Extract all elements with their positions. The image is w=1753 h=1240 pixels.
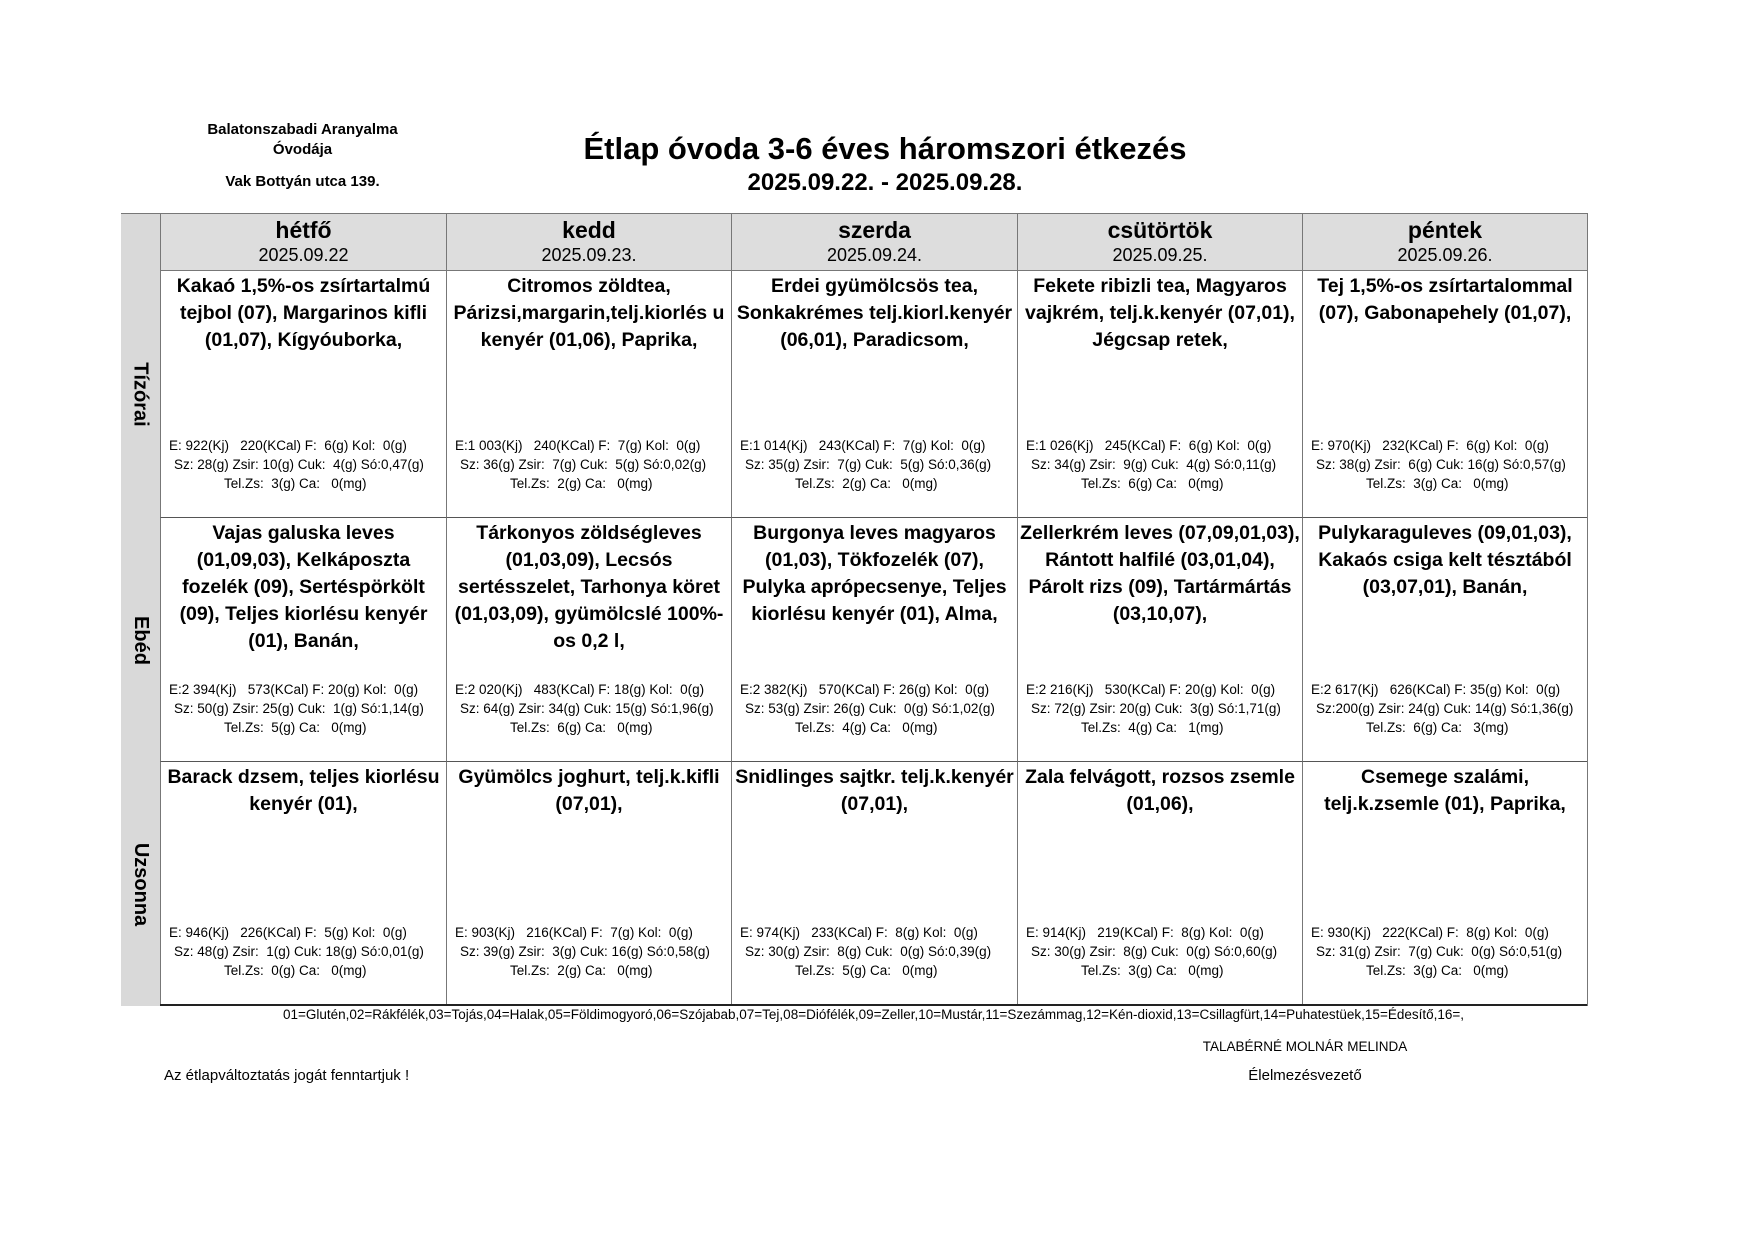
meal-label-text: Uzsonna (130, 842, 152, 926)
nutrition-info (453, 923, 729, 980)
menu-cell (446, 271, 731, 518)
meal-sidebar (121, 214, 160, 1006)
dish-text: Tej 1,5%-os zsírtartalommal (07), Gabonapehely (01,07), (1317, 275, 1573, 324)
day-name: péntek (1407, 217, 1483, 243)
dish-text: Snidlinges sajtkr. telj.k.kenyér (07,01), (735, 766, 1014, 815)
nutrition-line: Tel.Zs: 2(g) Ca: 0(mg) (510, 476, 653, 491)
nutrition-info (1024, 436, 1300, 493)
menu-cell (160, 518, 446, 762)
menu-cell (160, 762, 446, 1006)
meal-label-text: Tízórai (130, 362, 153, 427)
nutrition-info (738, 680, 1015, 737)
nutrition-line: E: 946(Kj) 226(KCal) F: 5(g) Kol: 0(g) (169, 925, 407, 940)
day-date: 2025.09.24. (826, 245, 923, 265)
nutrition-line: Sz: 35(g) Zsir: 7(g) Cuk: 5(g) Só:0,36(g) (745, 457, 992, 472)
dish-text: Citromos zöldtea, Párizsi,margarin,telj.kiorlés u kenyér (01,06), Paprika, (453, 275, 725, 351)
dish-text: Kakaó 1,5%-os zsírtartalmú tejbol (07), Margarinos kifli (01,07), Kígyóuborka, (176, 275, 431, 351)
menu-cell (731, 518, 1017, 762)
meal-label-tizorai (121, 271, 160, 518)
day-name: szerda (838, 217, 911, 243)
menu-cell (1302, 271, 1587, 518)
nutrition-line: Sz: 28(g) Zsir: 10(g) Cuk: 4(g) Só:0,47(g) (174, 457, 424, 472)
org-name-line1: Balatonszabadi Aranyalma (207, 121, 398, 138)
day-date: 2025.09.22 (258, 245, 349, 265)
nutrition-line: Tel.Zs: 0(g) Ca: 0(mg) (224, 963, 367, 978)
nutrition-line: Tel.Zs: 6(g) Ca: 0(mg) (510, 720, 653, 735)
nutrition-line: E: 970(Kj) 232(KCal) F: 6(g) Kol: 0(g) (1311, 438, 1549, 453)
org-name-line2: Óvodája (272, 141, 333, 158)
nutrition-line: Sz: 72(g) Zsir: 20(g) Cuk: 3(g) Só:1,71(g) (1031, 701, 1281, 716)
day-header-hetfo (160, 214, 446, 271)
dish-text: Gyümölcs joghurt, telj.k.kifli (07,01), (458, 766, 720, 815)
nutrition-line: E: 922(Kj) 220(KCal) F: 6(g) Kol: 0(g) (169, 438, 407, 453)
nutrition-line: E: 903(Kj) 216(KCal) F: 7(g) Kol: 0(g) (455, 925, 693, 940)
day-header-csutortok (1017, 214, 1302, 271)
nutrition-info (453, 680, 729, 737)
nutrition-line: Tel.Zs: 3(g) Ca: 0(mg) (1366, 476, 1509, 491)
nutrition-line: E:1 003(Kj) 240(KCal) F: 7(g) Kol: 0(g) (455, 438, 701, 453)
dish-text: Pulykaraguleves (09,01,03), Kakaós csiga kelt tésztából (03,07,01), Banán, (1318, 522, 1572, 598)
dish-text: Vajas galuska leves (01,09,03), Kelkáposzta fozelék (09), Sertéspörkölt (09), Teljes kiorlésu kenyér (01), Banán, (179, 522, 428, 652)
nutrition-info (167, 680, 444, 737)
nutrition-info (1024, 680, 1300, 737)
nutrition-line: E:2 216(Kj) 530(KCal) F: 20(g) Kol: 0(g) (1026, 682, 1276, 697)
menu-cell (160, 271, 446, 518)
meal-label-text: Ebéd (130, 615, 152, 665)
dish-text: Barack dzsem, teljes kiorlésu kenyér (01), (167, 766, 440, 815)
day-header-szerda (731, 214, 1017, 271)
nutrition-line: E:2 382(Kj) 570(KCal) F: 26(g) Kol: 0(g) (740, 682, 990, 697)
nutrition-line: E:2 617(Kj) 626(KCal) F: 35(g) Kol: 0(g) (1311, 682, 1561, 697)
page-title: Étlap óvoda 3-6 éves háromszori étkezés (583, 131, 1187, 166)
day-name: kedd (562, 217, 616, 243)
menu-cell (1302, 762, 1587, 1006)
nutrition-line: Sz: 38(g) Zsir: 6(g) Cuk: 16(g) Só:0,57(g) (1316, 457, 1566, 472)
menu-cell (446, 518, 731, 762)
nutrition-line: Sz: 36(g) Zsir: 7(g) Cuk: 5(g) Só:0,02(g) (460, 457, 707, 472)
org-address: Vak Bottyán utca 139. (225, 173, 380, 190)
nutrition-line: Sz: 48(g) Zsir: 1(g) Cuk: 18(g) Só:0,01(g) (174, 944, 424, 959)
dish-text: Tárkonyos zöldségleves (01,03,09), Lecsós sertésszelet, Tarhonya köret (01,03,09), gyümölcslé 100%-os 0,2 l, (454, 522, 724, 652)
nutrition-line: Sz: 30(g) Zsir: 8(g) Cuk: 0(g) Só:0,39(g) (745, 944, 992, 959)
nutrition-info (167, 923, 444, 980)
day-header-kedd (446, 214, 731, 271)
nutrition-info (738, 923, 1015, 980)
day-header-pentek (1302, 214, 1587, 271)
nutrition-line: E:1 014(Kj) 243(KCal) F: 7(g) Kol: 0(g) (740, 438, 986, 453)
nutrition-line: Sz: 50(g) Zsir: 25(g) Cuk: 1(g) Só:1,14(g) (174, 701, 424, 716)
nutrition-line: Tel.Zs: 5(g) Ca: 0(mg) (795, 963, 938, 978)
dish-text: Erdei gyümölcsös tea, Sonkakrémes telj.kiorl.kenyér (06,01), Paradicsom, (736, 275, 1013, 351)
nutrition-line: Tel.Zs: 4(g) Ca: 1(mg) (1081, 720, 1224, 735)
day-name: csütörtök (1107, 217, 1213, 243)
nutrition-line: E: 914(Kj) 219(KCal) F: 8(g) Kol: 0(g) (1026, 925, 1264, 940)
dish-text: Csemege szalámi, telj.k.zsemle (01), Paprika, (1324, 766, 1566, 815)
dish-text: Zala felvágott, rozsos zsemle (01,06), (1025, 766, 1295, 815)
nutrition-line: Sz: 34(g) Zsir: 9(g) Cuk: 4(g) Só:0,11(g) (1031, 457, 1277, 472)
dish-text: Burgonya leves magyaros (01,03), Tökfozelék (07), Pulyka aprópecsenye, Teljes kiorlésu kenyér (01), Alma, (742, 522, 1007, 625)
change-notice: Az étlapváltoztatás jogát fenntartjuk ! (164, 1067, 410, 1084)
nutrition-line: Sz:200(g) Zsir: 24(g) Cuk: 14(g) Só:1,36(g) (1316, 701, 1574, 716)
nutrition-line: E:1 026(Kj) 245(KCal) F: 6(g) Kol: 0(g) (1026, 438, 1272, 453)
menu-cell (731, 271, 1017, 518)
dish-text: Zellerkrém leves (07,09,01,03), Rántott halfilé (03,01,04), Párolt rizs (09), Tartármártás (03,10,07), (1020, 522, 1300, 625)
menu-cell (1017, 518, 1302, 762)
day-name: hétfő (275, 217, 332, 243)
nutrition-line: Tel.Zs: 5(g) Ca: 0(mg) (224, 720, 367, 735)
signatory-name: TALABÉRNÉ MOLNÁR MELINDA (1202, 1039, 1408, 1054)
nutrition-line: Sz: 31(g) Zsir: 7(g) Cuk: 0(g) Só:0,51(g) (1316, 944, 1563, 959)
nutrition-info (1024, 923, 1300, 980)
date-range: 2025.09.22. - 2025.09.28. (747, 169, 1023, 196)
nutrition-line: E:2 394(Kj) 573(KCal) F: 20(g) Kol: 0(g) (169, 682, 419, 697)
nutrition-line: Sz: 53(g) Zsir: 26(g) Cuk: 0(g) Só:1,02(g) (745, 701, 995, 716)
nutrition-line: E: 930(Kj) 222(KCal) F: 8(g) Kol: 0(g) (1311, 925, 1549, 940)
nutrition-line: Sz: 64(g) Zsir: 34(g) Cuk: 15(g) Só:1,96(g) (460, 701, 714, 716)
menu-cell (1302, 518, 1587, 762)
nutrition-info (453, 436, 729, 493)
nutrition-line: Tel.Zs: 2(g) Ca: 0(mg) (795, 476, 938, 491)
meal-label-uzsonna (121, 762, 160, 1006)
nutrition-info (167, 436, 444, 493)
nutrition-line: Tel.Zs: 6(g) Ca: 3(mg) (1366, 720, 1509, 735)
menu-cell (1017, 271, 1302, 518)
meal-label-ebed (121, 518, 160, 762)
nutrition-info (1309, 923, 1585, 980)
menu-cell (446, 762, 731, 1006)
menu-table (121, 213, 1588, 1006)
nutrition-line: Tel.Zs: 6(g) Ca: 0(mg) (1081, 476, 1224, 491)
nutrition-info (1309, 436, 1585, 493)
day-date: 2025.09.23. (541, 245, 637, 265)
nutrition-info (1309, 680, 1585, 737)
allergen-legend: 01=Glutén,02=Rákfélék,03=Tojás,04=Halak,05=Földimogyoró,06=Szójabab,07=Tej,08=Diófélék,09=Zeller,10=Mustár,11=Szezámmag,12=Kén-dioxid,13=Csillagfürt,14=Puhatestüek,15=Édesítő,16=, (282, 1007, 1465, 1022)
nutrition-line: Sz: 39(g) Zsir: 3(g) Cuk: 16(g) Só:0,58(g) (460, 944, 710, 959)
nutrition-line: Tel.Zs: 3(g) Ca: 0(mg) (1081, 963, 1224, 978)
day-date: 2025.09.25. (1112, 245, 1208, 265)
dish-text: Fekete ribizli tea, Magyaros vajkrém, telj.k.kenyér (07,01), Jégcsap retek, (1025, 275, 1295, 351)
nutrition-info (738, 436, 1015, 493)
nutrition-line: Sz: 30(g) Zsir: 8(g) Cuk: 0(g) Só:0,60(g) (1031, 944, 1278, 959)
nutrition-line: Tel.Zs: 3(g) Ca: 0(mg) (224, 476, 367, 491)
menu-cell (731, 762, 1017, 1006)
nutrition-line: Tel.Zs: 2(g) Ca: 0(mg) (510, 963, 653, 978)
nutrition-line: Tel.Zs: 4(g) Ca: 0(mg) (795, 720, 938, 735)
nutrition-line: E:2 020(Kj) 483(KCal) F: 18(g) Kol: 0(g) (455, 682, 705, 697)
signatory-role: Élelmezésvezető (1248, 1067, 1362, 1084)
nutrition-line: Tel.Zs: 3(g) Ca: 0(mg) (1366, 963, 1509, 978)
nutrition-line: E: 974(Kj) 233(KCal) F: 8(g) Kol: 0(g) (740, 925, 978, 940)
menu-cell (1017, 762, 1302, 1006)
day-date: 2025.09.26. (1397, 245, 1493, 265)
